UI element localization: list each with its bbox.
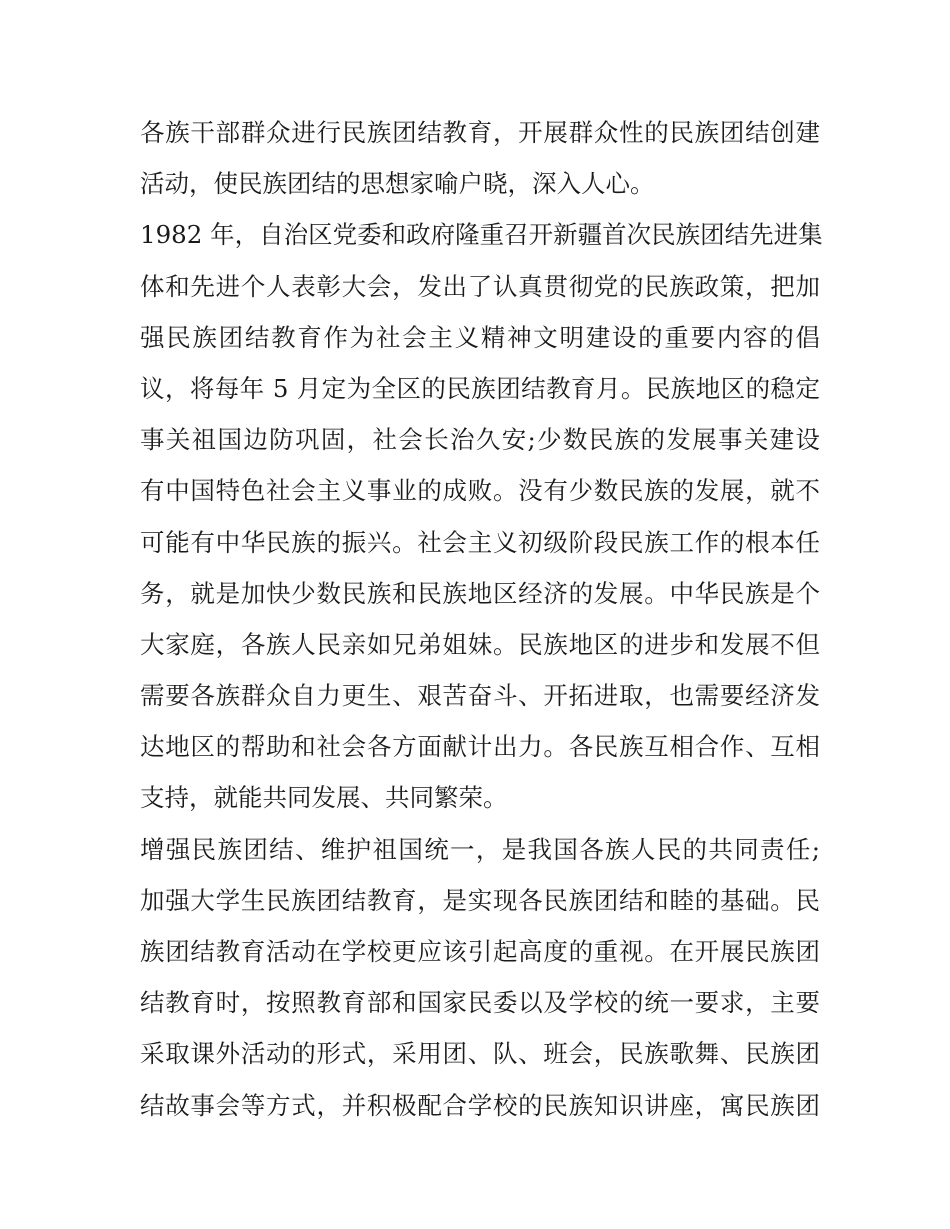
text-line: 事关祖国边防巩固，社会长治久安;少数民族的发展事关建设 [140, 425, 820, 455]
text-line: 各族干部群众进行民族团结教育，开展群众性的民族团结创建 [140, 118, 820, 147]
text-line: 增强民族团结、维护祖国统一，是我国各族人民的共同责任; [140, 834, 820, 864]
body-text [140, 107, 823, 1131]
text-line: 有中国特色社会主义事业的成败。没有少数民族的发展，就不 [140, 476, 820, 506]
text-line: 族团结教育活动在学校更应该引起高度的重视。在开展民族团 [140, 937, 820, 966]
text-line: 大家庭，各族人民亲如兄弟姐妹。民族地区的进步和发展不但 [140, 629, 820, 659]
text-line: 1982 年，自治区党委和政府隆重召开新疆首次民族团结先进集 [140, 220, 823, 250]
text-line: 结教育时，按照教育部和国家民委以及学校的统一要求，主要 [140, 988, 820, 1018]
text-line: 达地区的帮助和社会各方面献计出力。各民族互相合作、互相 [140, 732, 820, 762]
text-line: 活动，使民族团结的思想家喻户晓，深入人心。 [140, 169, 655, 199]
text-line: 议，将每年 5 月定为全区的民族团结教育月。民族地区的稳定 [140, 373, 820, 403]
text-line: 结故事会等方式，并积极配合学校的民族知识讲座，寓民族团 [140, 1090, 820, 1120]
text-line: 需要各族群众自力更生、艰苦奋斗、开拓进取，也需要经济发 [140, 681, 820, 711]
text-line: 采取课外活动的形式，采用团、队、班会，民族歌舞、民族团 [140, 1039, 820, 1069]
text-line: 加强大学生民族团结教育，是实现各民族团结和睦的基础。民 [140, 885, 820, 915]
text-line: 可能有中华民族的振兴。社会主义初级阶段民族工作的根本任 [140, 527, 820, 557]
text-line: 强民族团结教育作为社会主义精神文明建设的重要内容的倡 [140, 322, 820, 352]
text-line: 支持，就能共同发展、共同繁荣。 [140, 783, 508, 813]
text-line: 体和先进个人表彰大会，发出了认真贯彻党的民族政策，把加 [140, 271, 820, 301]
text-line: 务，就是加快少数民族和民族地区经济的发展。中华民族是个 [140, 578, 820, 608]
